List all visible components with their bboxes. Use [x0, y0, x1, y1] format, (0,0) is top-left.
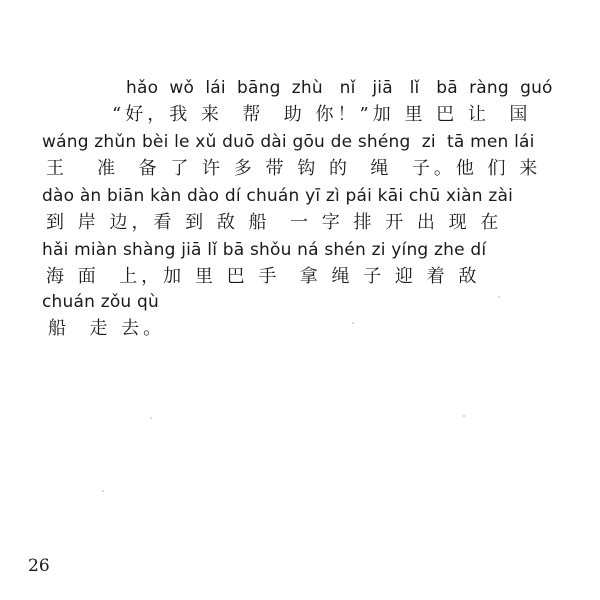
page-number: 26 [28, 556, 50, 576]
hanzi-line-1: “好，我 来 帮 助 你！”加 里 巴 让 国 [112, 104, 532, 125]
hanzi-line-2: 王 准 备 了 许 多 带 钩 的 绳 子。他 们 来 [46, 158, 542, 179]
scan-speck [352, 322, 354, 324]
pinyin-line-3: dào àn biān kàn dào dí chuán yī zì pái kāi chū xiàn zài [42, 186, 513, 206]
pinyin-line-2: wáng zhǔn bèi le xǔ duō dài gōu de shéng zi tā men lái [42, 132, 535, 152]
hanzi-line-5: 船 走 去。 [48, 318, 166, 339]
pinyin-line-5: chuán zǒu qù [42, 292, 159, 312]
hanzi-line-4: 海 面 上，加 里 巴 手 拿 绳 子 迎 着 敌 [46, 266, 481, 287]
scan-speck [150, 417, 152, 419]
scan-speck [102, 490, 104, 492]
scan-speck [498, 296, 500, 298]
pinyin-line-1: hǎo wǒ lái bāng zhù nǐ jiā lǐ bā ràng guó [126, 78, 553, 98]
scan-speck [463, 415, 465, 417]
pinyin-line-4: hǎi miàn shàng jiā lǐ bā shǒu ná shén zi yíng zhe dí [42, 240, 487, 260]
hanzi-line-3: 到 岸 边，看 到 敌 船 一 字 排 开 出 现 在 [46, 212, 503, 233]
